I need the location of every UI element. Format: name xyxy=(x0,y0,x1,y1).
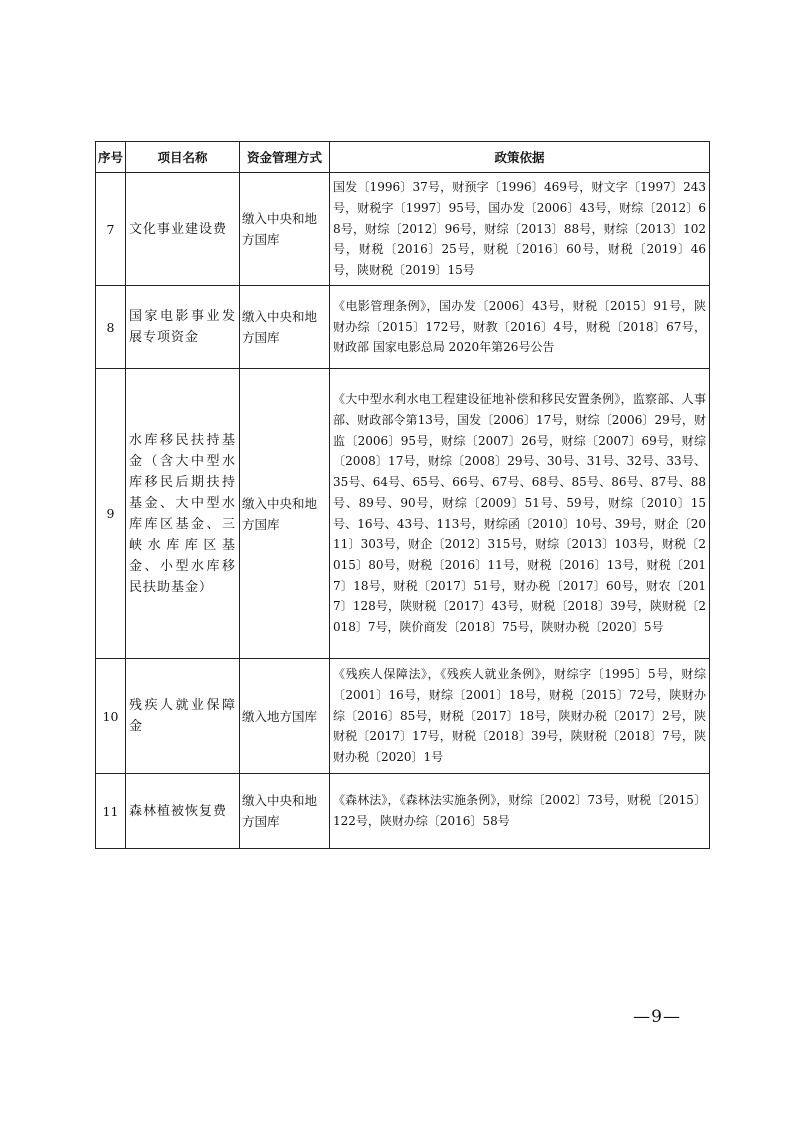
row-name: 水库移民扶持基金（含大中型水库移民后期扶持基金、大中型水库库区基金、三峡水库库区基金、小型水库移民扶助基金） xyxy=(126,369,240,659)
table-header-row xyxy=(96,142,710,173)
row-index: 7 xyxy=(96,173,126,286)
row-basis: 《森林法》，《森林法实施条例》，财综〔2002〕73号，财税〔2015〕122号，陕财办综〔2016〕58号 xyxy=(330,774,710,849)
table-row xyxy=(96,286,710,369)
header-name: 项目名称 xyxy=(126,142,240,173)
table-row xyxy=(96,369,710,659)
row-name: 文化事业建设费 xyxy=(126,173,240,286)
row-basis: 《电影管理条例》，国办发〔2006〕43号，财税〔2015〕91号，陕财办综〔2015〕172号，财教〔2016〕4号，财税〔2018〕67号，财政部 国家电影总局 2020年第26号公告 xyxy=(330,286,710,369)
row-index: 10 xyxy=(96,659,126,774)
row-management: 缴入中央和地方国库 xyxy=(240,173,330,286)
page-number: —9— xyxy=(633,1007,681,1027)
row-index: 11 xyxy=(96,774,126,849)
row-basis: 国发〔1996〕37号，财预字〔1996〕469号，财文字〔1997〕243号，财税字〔1997〕95号，国办发〔2006〕43号，财综〔2012〕68号，财综〔2012〕96号，财综〔2013〕88号，财综〔2013〕102号，财税〔2016〕25号，财税〔2016〕60号，财税〔2019〕46号，陕财税〔2019〕15号 xyxy=(330,173,710,286)
row-name: 国家电影事业发展专项资金 xyxy=(126,286,240,369)
table-row xyxy=(96,659,710,774)
row-management: 缴入中央和地方国库 xyxy=(240,369,330,659)
policy-table xyxy=(95,141,710,849)
row-basis: 《大中型水利水电工程建设征地补偿和移民安置条例》，监察部、人事部、财政部令第13号，国发〔2006〕17号，财综〔2006〕29号，财监〔2006〕95号，财综〔2007〕26号，财综〔2007〕69号，财综〔2008〕17号，财综〔2008〕29号、30号、31号、32号、33号、35号、64号、65号、66号、67号、68号、85号、86号、87号、88号、89号、90号，财综〔2009〕51号、59号，财综〔2010〕15号、16号、43号、113号，财综函〔2010〕10号、39号，财企〔2011〕303号，财企〔2012〕315号，财综〔2013〕103号，财税〔2015〕80号，财税〔2016〕11号，财税〔2016〕13号，财税〔2017〕18号，财税〔2017〕51号，财办税〔2017〕60号，财农〔2017〕128号，陕财税〔2017〕43号，财税〔2018〕39号，陕财税〔2018〕7号，陕价商发〔2018〕75号，陕财办税〔2020〕5号 xyxy=(330,369,710,659)
row-management: 缴入中央和地方国库 xyxy=(240,286,330,369)
header-basis: 政策依据 xyxy=(330,142,710,173)
row-basis: 《残疾人保障法》，《残疾人就业条例》，财综字〔1995〕5号，财综〔2001〕16号，财综〔2001〕18号，财税〔2015〕72号，陕财办综〔2016〕85号，财税〔2017〕18号，陕财办税〔2017〕2号，陕财税〔2017〕17号，财税〔2018〕39号，陕财税〔2018〕7号，陕财办税〔2020〕1号 xyxy=(330,659,710,774)
header-index: 序号 xyxy=(96,142,126,173)
table-row xyxy=(96,173,710,286)
row-name: 森林植被恢复费 xyxy=(126,774,240,849)
row-index: 8 xyxy=(96,286,126,369)
table-row xyxy=(96,774,710,849)
row-management: 缴入中央和地方国库 xyxy=(240,774,330,849)
row-name: 残疾人就业保障金 xyxy=(126,659,240,774)
header-management: 资金管理方式 xyxy=(240,142,330,173)
row-management: 缴入地方国库 xyxy=(240,659,330,774)
row-index: 9 xyxy=(96,369,126,659)
